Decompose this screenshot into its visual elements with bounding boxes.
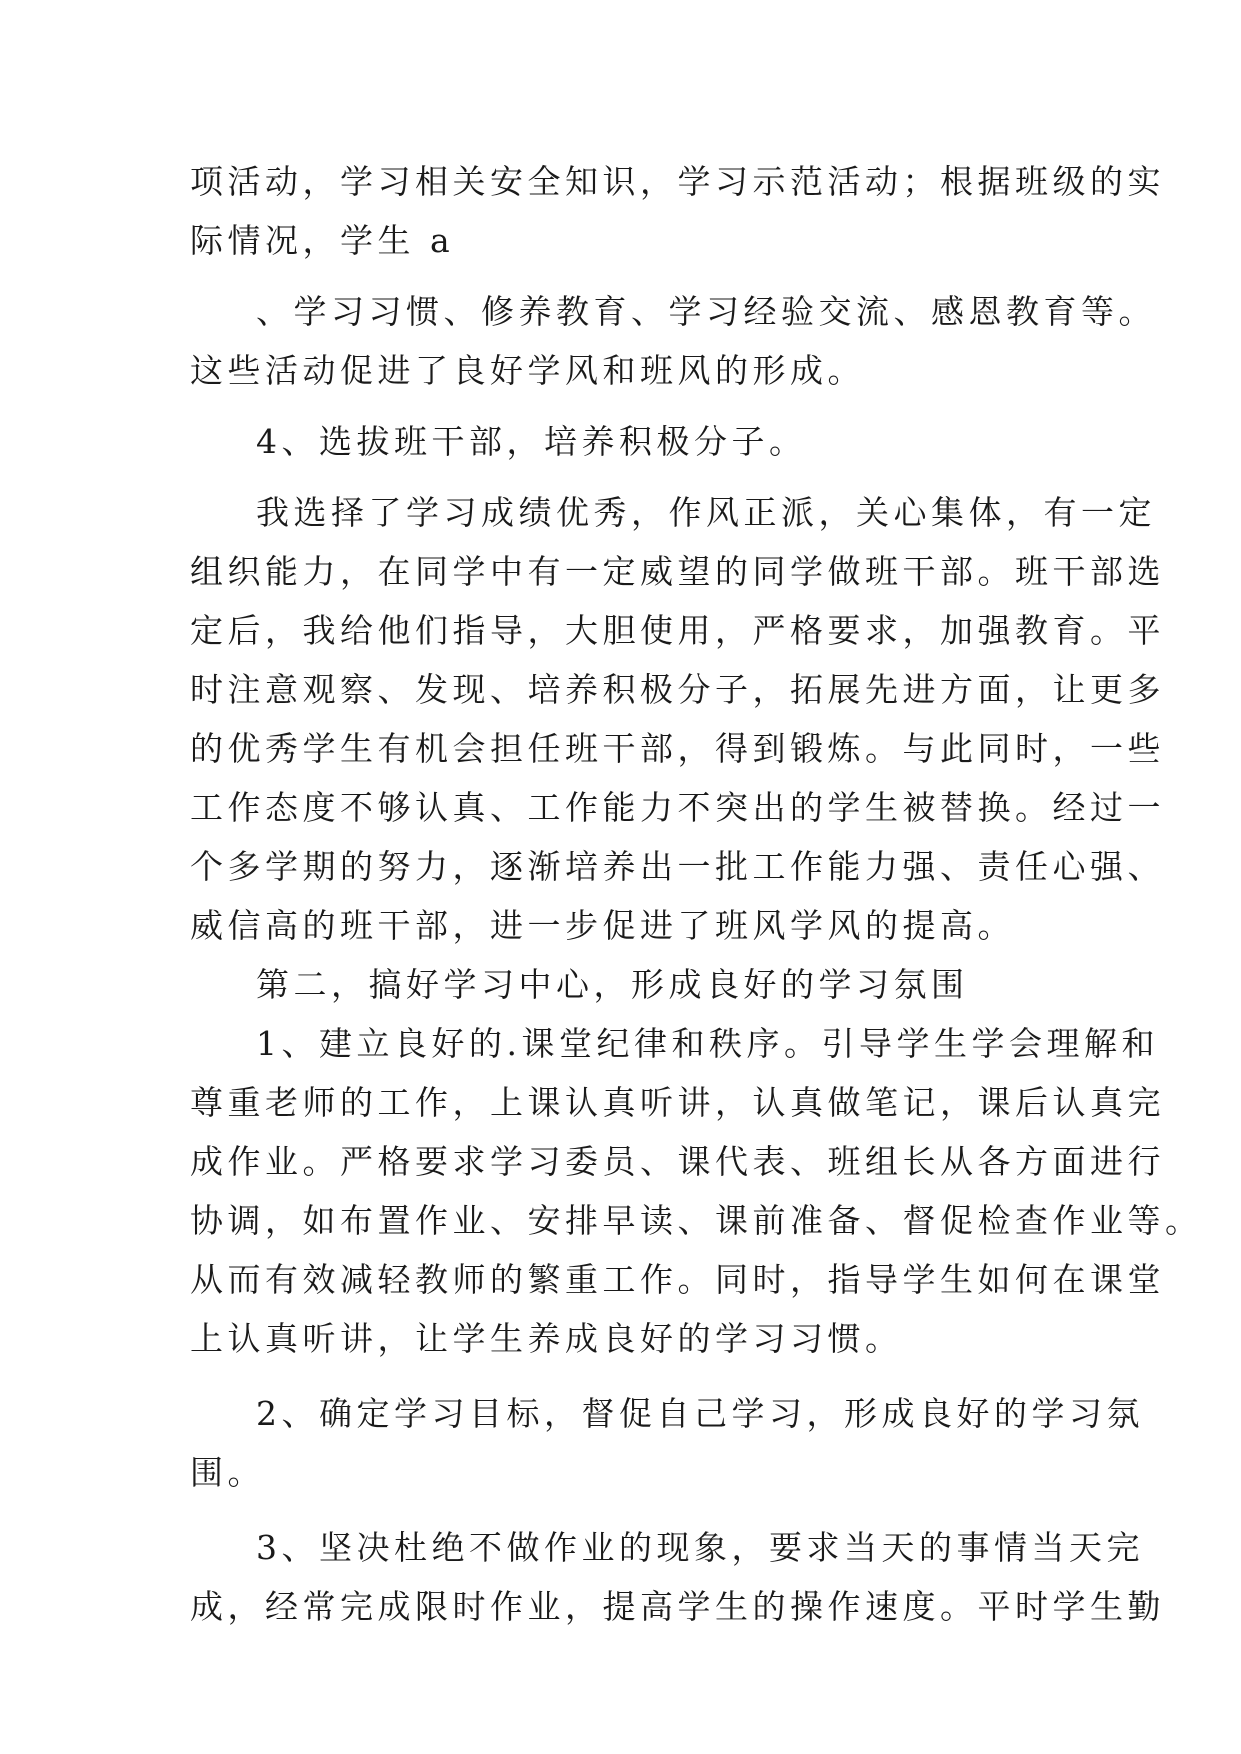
- text-line: 际情况，学生 a: [190, 221, 455, 260]
- text-line: 这些活动促进了良好学风和班风的形成。: [190, 351, 865, 390]
- text-line: 4、选拔班干部，培养积极分子。: [256, 422, 807, 461]
- text-line: 组织能力，在同学中有一定威望的同学做班干部。班干部选: [190, 552, 1165, 591]
- text-line: 我选择了学习成绩优秀，作风正派，关心集体，有一定: [256, 493, 1156, 532]
- text-line: 上认真听讲，让学生养成良好的学习习惯。: [190, 1319, 903, 1358]
- text-line: 2、确定学习目标，督促自己学习，形成良好的学习氛: [256, 1394, 1144, 1433]
- text-line: 1、建立良好的.课堂纪律和秩序。引导学生学会理解和: [256, 1024, 1159, 1063]
- text-line: 成作业。严格要求学习委员、课代表、班组长从各方面进行: [190, 1142, 1165, 1181]
- text-line: 、学习习惯、修养教育、学习经验交流、感恩教育等。: [256, 292, 1156, 331]
- text-line: 项活动，学习相关安全知识，学习示范活动；根据班级的实: [190, 162, 1165, 201]
- text-line: 协调，如布置作业、安排早读、课前准备、督促检查作业等。: [190, 1201, 1203, 1240]
- body-text: [190, 152, 1203, 1636]
- text-line: 时注意观察、发现、培养积极分子，拓展先进方面，让更多: [190, 670, 1165, 709]
- text-line: 尊重老师的工作，上课认真听讲，认真做笔记，课后认真完: [190, 1083, 1165, 1122]
- text-line: 从而有效减轻教师的繁重工作。同时，指导学生如何在课堂: [190, 1260, 1165, 1299]
- text-line: 3、坚决杜绝不做作业的现象，要求当天的事情当天完: [256, 1528, 1144, 1567]
- text-line: 成，经常完成限时作业，提高学生的操作速度。平时学生勤: [190, 1587, 1165, 1626]
- text-line: 围。: [190, 1453, 265, 1492]
- text-line: 工作态度不够认真、工作能力不突出的学生被替换。经过一: [190, 788, 1165, 827]
- text-line: 的优秀学生有机会担任班干部，得到锻炼。与此同时，一些: [190, 729, 1165, 768]
- text-line: 定后，我给他们指导，大胆使用，严格要求，加强教育。平: [190, 611, 1165, 650]
- text-line: 个多学期的努力，逐渐培养出一批工作能力强、责任心强、: [190, 847, 1165, 886]
- section-heading: 第二，搞好学习中心，形成良好的学习氛围: [256, 965, 969, 1004]
- text-line: 威信高的班干部，进一步促进了班风学风的提高。: [190, 906, 1015, 945]
